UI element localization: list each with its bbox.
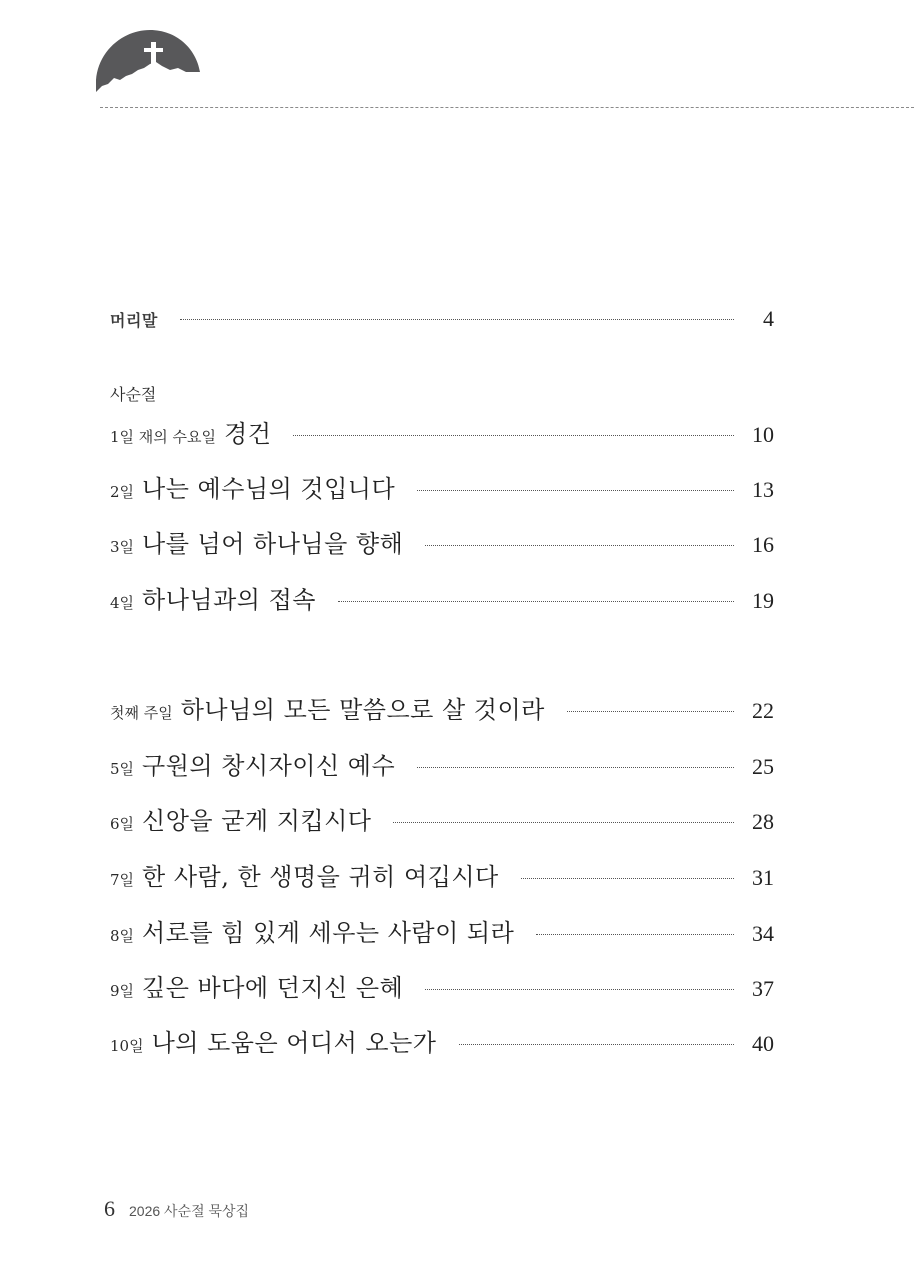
- toc-entry-title: 나를 넘어 하나님을 향해: [142, 530, 404, 558]
- toc-entry-page: 40: [752, 1031, 774, 1056]
- dotted-leader: [293, 435, 734, 436]
- dotted-leader: [417, 490, 734, 491]
- toc-entry-day: 10일: [110, 1037, 144, 1055]
- toc-entry-title: 경건: [224, 420, 272, 448]
- dotted-leader: [180, 319, 734, 320]
- toc-entry-title: 하나님과의 접속: [142, 586, 316, 614]
- toc-entry[interactable]: [110, 524, 774, 559]
- dotted-leader: [393, 822, 734, 823]
- dotted-leader: [425, 989, 734, 990]
- toc-entry[interactable]: [110, 469, 774, 504]
- toc-entry-title: 머리말: [110, 311, 158, 330]
- book-title: 2026 사순절 묵상집: [129, 1203, 250, 1219]
- page-footer: [104, 1196, 249, 1222]
- toc-entry-title: 깊은 바다에 던지신 은혜: [142, 974, 404, 1002]
- toc-entry-sunday[interactable]: [110, 690, 774, 725]
- toc-entry-page: 34: [752, 921, 774, 946]
- toc-entry-page: 16: [752, 532, 774, 557]
- toc-entry[interactable]: [110, 746, 774, 781]
- toc-entry-page: 4: [763, 306, 774, 331]
- toc-entry-page: 37: [752, 976, 774, 1001]
- toc-entry-day: 3일: [110, 538, 135, 556]
- toc-entry-day: 6일: [110, 815, 135, 833]
- dotted-leader: [425, 545, 734, 546]
- toc-entry[interactable]: [110, 1023, 774, 1058]
- toc-entry[interactable]: [110, 414, 774, 449]
- toc-entry-day: 1일 재의 수요일: [110, 428, 217, 446]
- toc-entry-page: 13: [752, 477, 774, 502]
- toc-entry-title: 나의 도움은 어디서 오는가: [151, 1029, 437, 1057]
- toc-entry-day: 첫째 주일: [110, 704, 173, 722]
- toc-entry-title: 나는 예수님의 것입니다: [142, 475, 396, 503]
- toc-entry-title: 하나님의 모든 말씀으로 살 것이라: [180, 696, 545, 724]
- dotted-leader: [338, 601, 734, 602]
- toc-entry-page: 10: [752, 422, 774, 447]
- toc-entry-day: 7일: [110, 871, 135, 889]
- toc-entry-page: 28: [752, 809, 774, 834]
- toc-entry[interactable]: [110, 857, 774, 892]
- section-label-lent: 사순절: [110, 385, 157, 404]
- toc-entry-day: 4일: [110, 594, 135, 612]
- toc-entry-page: 22: [752, 698, 774, 723]
- toc-entry-day: 5일: [110, 760, 135, 778]
- toc-entry-day: 2일: [110, 483, 135, 501]
- toc-entry-day: 8일: [110, 927, 135, 945]
- toc-entry[interactable]: [110, 801, 774, 836]
- toc-entry-title: 한 사람, 한 생명을 귀히 여깁시다: [142, 863, 499, 891]
- dotted-leader: [459, 1044, 735, 1045]
- dotted-leader: [567, 711, 734, 712]
- dotted-leader: [521, 878, 734, 879]
- toc-entry[interactable]: [110, 968, 774, 1003]
- cross-on-mountain-logo-icon: [94, 28, 202, 94]
- toc-entry-page: 31: [752, 865, 774, 890]
- dotted-leader: [536, 934, 734, 935]
- toc-entry-preface[interactable]: [110, 306, 774, 332]
- toc-entry-title: 구원의 창시자이신 예수: [142, 752, 396, 780]
- toc-entry[interactable]: [110, 913, 774, 948]
- toc-entry-page: 25: [752, 754, 774, 779]
- toc-entry-title: 서로를 힘 있게 세우는 사람이 되라: [142, 919, 515, 947]
- dotted-leader: [417, 767, 734, 768]
- toc-entry-title: 신앙을 굳게 지킵시다: [142, 807, 372, 835]
- page-number: 6: [104, 1196, 115, 1221]
- toc-entry[interactable]: [110, 580, 774, 615]
- toc-entry-day: 9일: [110, 982, 135, 1000]
- header-divider: [100, 107, 914, 108]
- toc-entry-page: 19: [752, 588, 774, 613]
